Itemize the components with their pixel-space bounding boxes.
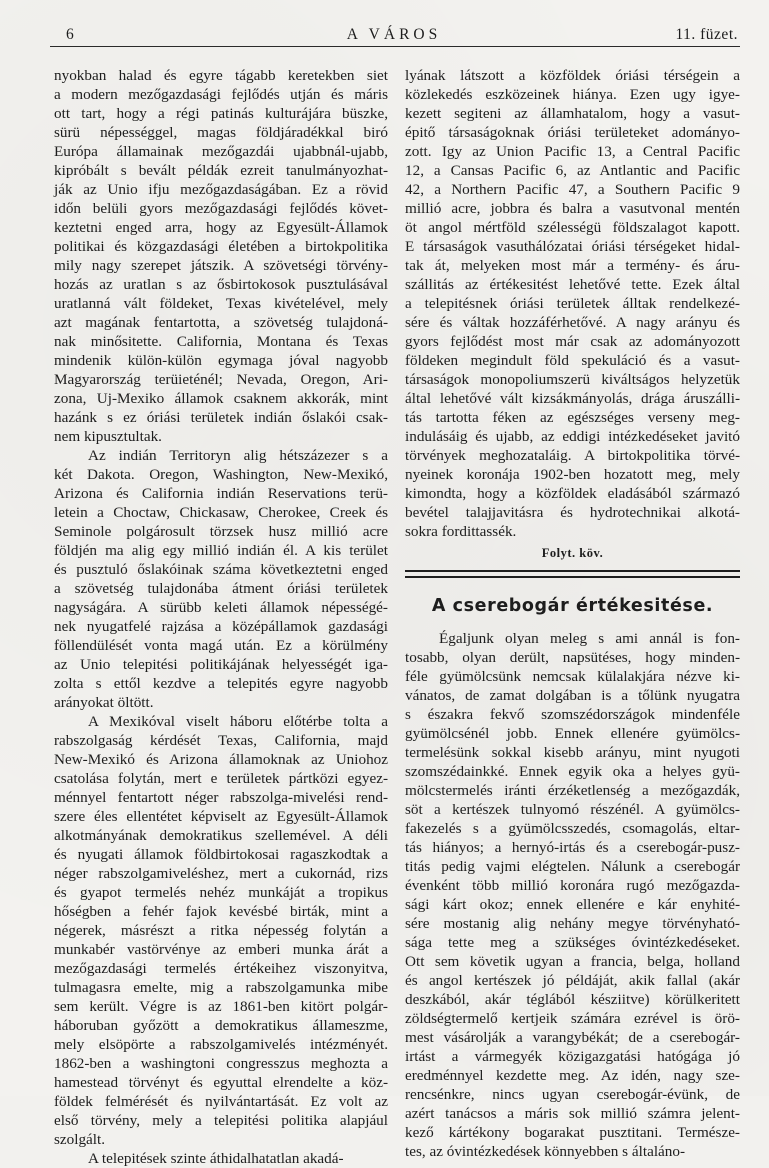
text-line: arányokat öltött.	[54, 694, 154, 711]
text-line: mindenik külön-külön egymaga jóval nagyobb	[54, 352, 388, 369]
text-line: Az indián Territoryn alig hétszázezer s a	[88, 447, 388, 464]
text-line: az Unio telepitési politikájának helyességét iga-	[54, 656, 388, 673]
text-line: szolgált.	[54, 1131, 106, 1148]
text-line: föllendülését vonta magá után. Ez a körülmény	[54, 637, 388, 654]
text-line: deszkából, akár téglából késziitve) körülkeritett	[405, 991, 740, 1008]
issue-label: 11. füzet.	[675, 26, 738, 43]
text-line: A telepitések szinte áthidalhatatlan akadá-	[88, 1150, 344, 1167]
text-line: Égaljunk olyan meleg s ami annál is fon-	[439, 630, 740, 647]
text-line: szállitás az értékesitést lehetővé tette. Ezek által	[405, 276, 740, 293]
text-line: gyümölcsénél jobb. Ennek ellenére gyümölcs-	[405, 725, 740, 742]
text-line: 1862-ben a washingtoni congresszus meghozta a	[54, 1055, 388, 1072]
text-line: féle gyümölcsünk nemcsak külalakjára nézve ki-	[405, 668, 740, 685]
text-line: sürü népességgel, magas földjáradékkal biró	[54, 124, 388, 141]
text-line: évenként több millió koronára rugó mezőgazda-	[405, 877, 740, 894]
text-line: öt angol mértföld szélességü földszalagot kapott.	[405, 219, 740, 236]
text-line: tak át, melyeken most már a termény- és áru-	[405, 257, 740, 274]
text-line: tás tartotta féken az egészséges verseny meg-	[405, 409, 740, 426]
paragraph	[54, 446, 388, 712]
continued-note: Folyt. köv.	[541, 546, 604, 560]
text-line: időn belüli gyors mezőgazdasági fejlődés követ-	[54, 200, 388, 217]
text-line: 12, a Cansas Pacific 6, az Antlantic and Pacific	[405, 162, 740, 179]
text-line: fakezelés s a gyümölcsszedés, csomagolás, eltar-	[405, 820, 740, 837]
paragraph	[54, 1149, 388, 1168]
text-line: mily nagy szerepet játszik. A szövetségi törvény-	[54, 257, 388, 274]
continued-article-text	[405, 66, 740, 541]
text-line: Ott sem követik ugyan a francia, belga, holland	[405, 953, 740, 970]
text-line: söt a kertészek tulnyomó részénél. A gyümölcs-	[405, 801, 740, 818]
text-line: csatolása folytán, mert e területek pártközi egyez-	[54, 770, 388, 787]
text-line: ják az Unio ifju mezőgazdaságában. Ez a rövid	[54, 181, 388, 198]
text-line: földjén ma alig egy millió indián él. A kis terület	[54, 542, 388, 559]
text-line: sére mostanig alig nehány megye törvényható-	[405, 915, 740, 932]
text-line: bevétel talajjavitásra és hydrotechnikai alkotá-	[405, 504, 740, 521]
text-line: a szövetség tulajdonába átment óriási területek	[54, 580, 388, 597]
page-header	[50, 26, 738, 44]
text-line: zolta s ettől kezdve a telepités egyre nagyobb	[54, 675, 388, 692]
text-line: keztetni enged arra, hogy az Egyesült-Államok	[54, 219, 388, 236]
text-line: vánatos, de zamat dolgában is a tőlünk nyugatra	[405, 687, 740, 704]
left-column	[54, 66, 388, 1168]
text-line: millió acre, jobbra és balra a vasutvonal mentén	[405, 200, 740, 217]
text-line: tás hiányos; a hernyó-irtás és a cserebogár-pusz-	[405, 839, 740, 856]
text-line: épitő társaságoknak óriási területeket adományo-	[405, 124, 740, 141]
text-line: és gyapot termelés nehéz munkáját a tropikus	[54, 884, 388, 901]
text-line: zona, Uj-Mexiko államok csaknem akkorák, mint	[54, 390, 388, 407]
text-line: néger rabszolgamiveléshez, mert a cukornád, rizs	[54, 865, 388, 882]
journal-title: A VÁROS	[346, 26, 442, 43]
text-line: háboruban győzött a demokratikus állameszme,	[54, 1017, 388, 1034]
text-line: kimondta, hogy a közföldek eladásából származó	[405, 485, 740, 502]
text-line: sága tette meg a szükséges óvintézkedéseket.	[405, 934, 740, 951]
text-line: mezőgazdasági termelés értékeihez viszonyitva,	[54, 960, 388, 977]
text-line: s északra fekvő szomszédországok mindenféle	[405, 706, 740, 723]
paragraph	[54, 66, 388, 446]
text-line: nyokban halad és egyre tágabb keretekben siet	[54, 67, 388, 84]
text-line: zott. Igy az Union Pacific 13, a Central Pacific	[405, 143, 740, 160]
text-line: politikai és közgazdasági életében a birtokpolitika	[54, 238, 388, 255]
text-line: és angol kertészek jó példáját, akik fallal (akár	[405, 972, 740, 989]
paragraph	[54, 712, 388, 1149]
text-line: mölcstermelés iránti érzéketlenség a mezőgazdák,	[405, 782, 740, 799]
right-column	[405, 66, 740, 1161]
text-line: irtást a vármegyék közigazgatási hatógága jó	[405, 1048, 740, 1065]
text-line: és nyugati államok földbirtokosai ragaszkodtak a	[54, 846, 388, 863]
text-line: mest vásárolják a varangybékát; de a cserebogár-	[405, 1029, 740, 1046]
text-line: sokra fordittassék.	[405, 523, 517, 540]
text-line: nem kipusztultak.	[54, 428, 162, 445]
text-line: törvények meghozataláig. A birtokpolitika törvé-	[405, 447, 740, 464]
text-line: hőségben a fehér fajok kevésbé birták, mint a	[54, 903, 388, 920]
text-line: tulmagasra emelte, mig a rabszolgamunka mibe	[54, 979, 388, 996]
text-line: munkabér vastörvénye az emberi munka árát a	[54, 941, 388, 958]
text-line: földek felmérését és nyilvántartását. Ez volt az	[54, 1093, 388, 1110]
text-line: termelésünk sokkal kisebb arányu, mint nyugoti	[405, 744, 740, 761]
text-line: kezett segiteni az államhatalom, hogy a vasut-	[405, 105, 740, 122]
text-line: szomszédainkké. Ennek egyik oka a helyes gyü-	[405, 763, 740, 780]
text-line: két Dakota. Oregon, Washington, New-Mexikó,	[54, 466, 388, 483]
text-line: sági kárt okoz; ennek ellenére e kár enyhité-	[405, 896, 740, 913]
text-line: Seminole polgárosult törzsek husz millió acre	[54, 523, 388, 540]
text-line: Európa államainak mezőgazdái ujabbnál-ujabb,	[54, 143, 388, 160]
article-title: A cserebogár értékesitése.	[431, 596, 714, 616]
text-line: ménnyel fentartott néger rabszolga-mivelési rend-	[54, 789, 388, 806]
text-line: titás pedig vajmi elégtelen. Nálunk a cserebogár	[405, 858, 740, 875]
text-line: letein a Choctaw, Chickasaw, Cherokee, Creek és	[54, 504, 388, 521]
text-line: Arizona és California indián Reservations terü-	[54, 485, 388, 502]
text-line: indulásáig és ujabb, az eddigi intézkedéseket javitó	[405, 428, 740, 445]
text-line: nyeinek koronája 1902-ben hozatott meg, mely	[405, 466, 740, 483]
text-line: tosabb, olyan derült, napsütéses, hogy minden-	[405, 649, 740, 666]
text-line: mely elsöpörte a rabszolgamivelés intézményét.	[54, 1036, 388, 1053]
text-line: négerek, másrészt a ritka népesség folytán a	[54, 922, 388, 939]
text-line: lyának látszott a közföldek óriási térségein a	[405, 67, 740, 84]
text-line: azért tanácsos a máris sok millió számra jelent-	[405, 1105, 740, 1122]
text-line: hamestead törvényt és egyuttal elrendelte a köz-	[54, 1074, 388, 1091]
text-line: rencsénkre, nincs ugyan cserebogár-évünk, de	[405, 1086, 740, 1103]
text-line: alkotmányának demokratikus szellemével. A déli	[54, 827, 388, 844]
text-line: 42, a Northern Pacific 47, a Southern Pacific 9	[405, 181, 740, 198]
text-line: és pusztuló őslakóinak száma következtetni enged	[54, 561, 388, 578]
text-line: ott tart, hogy a régi patinás kulturájára büszke,	[54, 105, 388, 122]
text-line: tes, az óvintézkedések könnyebben s általáno-	[405, 1143, 686, 1160]
text-line: kipróbált s bevált példák ezreit tanulmányozhat-	[54, 162, 388, 179]
text-line: társaságok monopoliumszerü kiváltságos helyzetük	[405, 371, 740, 388]
text-line: nak minősitette. California, Montana és Texas	[54, 333, 388, 350]
text-line: által lehetővé vált kizsákmányolás, drága áruszálli-	[405, 390, 740, 407]
article-body	[405, 629, 740, 1161]
text-line: hozás az uratlan s az ősbirtokosok pusztulásával	[54, 276, 388, 293]
text-line: New-Mexikó és Arizona államoknak az Uniohoz	[54, 751, 388, 768]
text-line: zöldségtermelő kertjeik számára ezrével is örö-	[405, 1010, 740, 1027]
text-line: uratlanná vált földeket, Texas kivételével, mely	[54, 295, 388, 312]
text-line: eredménnyel kezdette meg. Az idén, nagy sze-	[405, 1067, 740, 1084]
text-line: E társaságok vasuthálózatai óriási térségeket hidal-	[405, 238, 740, 255]
header-divider	[50, 46, 740, 47]
text-line: közlekedés eszközeinek hiánya. Ezen ugy igye-	[405, 86, 740, 103]
text-line: rabszolgaság kérdését Texas, California, majd	[54, 732, 388, 749]
text-line: azt magának fentartotta, a szövetség tulajdoná-	[54, 314, 388, 331]
text-line: a telepitésnek óriási területek álltak rendelkezé-	[405, 295, 740, 312]
page-number: 6	[66, 26, 75, 43]
text-line: a modern mezőgazdasági fejlődés utján és máris	[54, 86, 388, 103]
text-line: sére és váltak hozzáférhetővé. A nagy arányu és	[405, 314, 740, 331]
text-line: nek nyugatfelé rajzása a középállamok gazdasági	[54, 618, 388, 635]
text-line: gyors fejlődést most már csak az adományozott	[405, 333, 740, 350]
text-line: első törvény, mely a telepitési politika alapjául	[54, 1112, 388, 1129]
text-line: sem került. Végre is az 1861-ben kitört polgár-	[54, 998, 388, 1015]
article-separator	[405, 570, 740, 579]
text-line: A Mexikóval viselt háboru előtérbe tolta a	[88, 713, 388, 730]
text-line: szere éles ellentétet képviselt az Egyesült-Államok	[54, 808, 388, 825]
text-line: hazánk s ez óriási területek indián őslakói csak-	[54, 409, 388, 426]
text-line: nagyságára. A sürübb keleti államok népességé-	[54, 599, 388, 616]
text-line: földeken megindult föld spekuláció és a vasut-	[405, 352, 740, 369]
text-line: kező kártékony bogarakat pusztitani. Természe-	[405, 1124, 740, 1141]
text-line: Magyarország terüieténél; Nevada, Oregon, Ari-	[54, 371, 388, 388]
